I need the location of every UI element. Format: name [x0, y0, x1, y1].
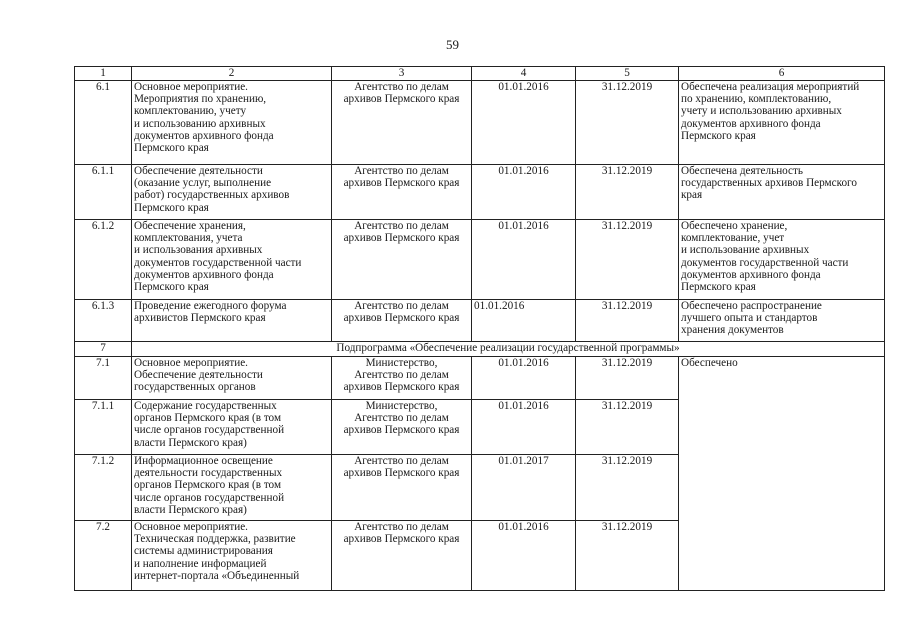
column-header: 4 [472, 67, 576, 81]
subprogram-row [75, 342, 885, 357]
row-number: 7 [75, 342, 132, 357]
start-date: 01.01.2016 [472, 521, 576, 591]
executor: Агентство по делам архивов Пермского края [332, 220, 472, 300]
start-date: 01.01.2016 [472, 165, 576, 220]
table-row [75, 220, 885, 300]
executor: Агентство по делам архивов Пермского края [332, 455, 472, 521]
end-date: 31.12.2019 [576, 455, 679, 521]
expected-result: Обеспечена реализация мероприятий по хранению, комплектованию, учету и использованию архивных документов архивного фонда Пермского края [679, 81, 885, 165]
end-date: 31.12.2019 [576, 300, 679, 342]
column-header: 5 [576, 67, 679, 81]
start-date: 01.01.2016 [472, 400, 576, 455]
page-number: 59 [446, 37, 459, 52]
event-name: Основное мероприятие. Мероприятия по хранению, комплектованию, учету и использованию архивных документов архивного фонда Пермского края [132, 81, 332, 165]
column-header: 2 [132, 67, 332, 81]
program-table [74, 66, 885, 591]
expected-result: Обеспечена деятельность государственных архивов Пермского края [679, 165, 885, 220]
start-date: 01.01.2017 [472, 455, 576, 521]
subprogram-title: Подпрограмма «Обеспечение реализации государственной программы» [132, 342, 885, 357]
end-date: 31.12.2019 [576, 357, 679, 400]
event-name: Основное мероприятие. Техническая поддержка, развитие системы администрирования и наполнение информацией интернет-портала «Объединенный [132, 521, 332, 591]
event-name: Обеспечение хранения, комплектования, учета и использования архивных документов государственной части документов архивного фонда Пермского края [132, 220, 332, 300]
event-name: Обеспечение деятельности (оказание услуг, выполнение работ) государственных архивов Пермского края [132, 165, 332, 220]
table-header-row [75, 67, 885, 81]
column-header: 1 [75, 67, 132, 81]
row-number: 7.1.2 [75, 455, 132, 521]
executor: Агентство по делам архивов Пермского края [332, 81, 472, 165]
end-date: 31.12.2019 [576, 220, 679, 300]
table-row [75, 300, 885, 342]
table-row [75, 81, 885, 165]
executor: Министерство, Агентство по делам архивов Пермского края [332, 357, 472, 400]
expected-result: Обеспечено [679, 357, 885, 591]
row-number: 6.1.1 [75, 165, 132, 220]
start-date: 01.01.2016 [472, 220, 576, 300]
row-number: 7.1 [75, 357, 132, 400]
end-date: 31.12.2019 [576, 165, 679, 220]
table-row [75, 165, 885, 220]
executor: Агентство по делам архивов Пермского края [332, 165, 472, 220]
event-name: Основное мероприятие. Обеспечение деятельности государственных органов [132, 357, 332, 400]
event-name: Информационное освещение деятельности государственных органов Пермского края (в том числе органов государственной власти Пермского края) [132, 455, 332, 521]
row-number: 6.1.2 [75, 220, 132, 300]
table-row [75, 357, 885, 400]
executor: Агентство по делам архивов Пермского края [332, 521, 472, 591]
expected-result: Обеспечено хранение, комплектование, учет и использование архивных документов государственной части документов архивного фонда Пермского края [679, 220, 885, 300]
row-number: 6.1 [75, 81, 132, 165]
executor: Агентство по делам архивов Пермского края [332, 300, 472, 342]
start-date: 01.01.2016 [472, 300, 576, 342]
expected-result: Обеспечено распространение лучшего опыта и стандартов хранения документов [679, 300, 885, 342]
row-number: 7.1.1 [75, 400, 132, 455]
start-date: 01.01.2016 [472, 357, 576, 400]
row-number: 6.1.3 [75, 300, 132, 342]
event-name: Содержание государственных органов Пермского края (в том числе органов государственной власти Пермского края) [132, 400, 332, 455]
end-date: 31.12.2019 [576, 521, 679, 591]
column-header: 6 [679, 67, 885, 81]
start-date: 01.01.2016 [472, 81, 576, 165]
end-date: 31.12.2019 [576, 81, 679, 165]
column-header: 3 [332, 67, 472, 81]
executor: Министерство, Агентство по делам архивов Пермского края [332, 400, 472, 455]
row-number: 7.2 [75, 521, 132, 591]
event-name: Проведение ежегодного форума архивистов Пермского края [132, 300, 332, 342]
end-date: 31.12.2019 [576, 400, 679, 455]
